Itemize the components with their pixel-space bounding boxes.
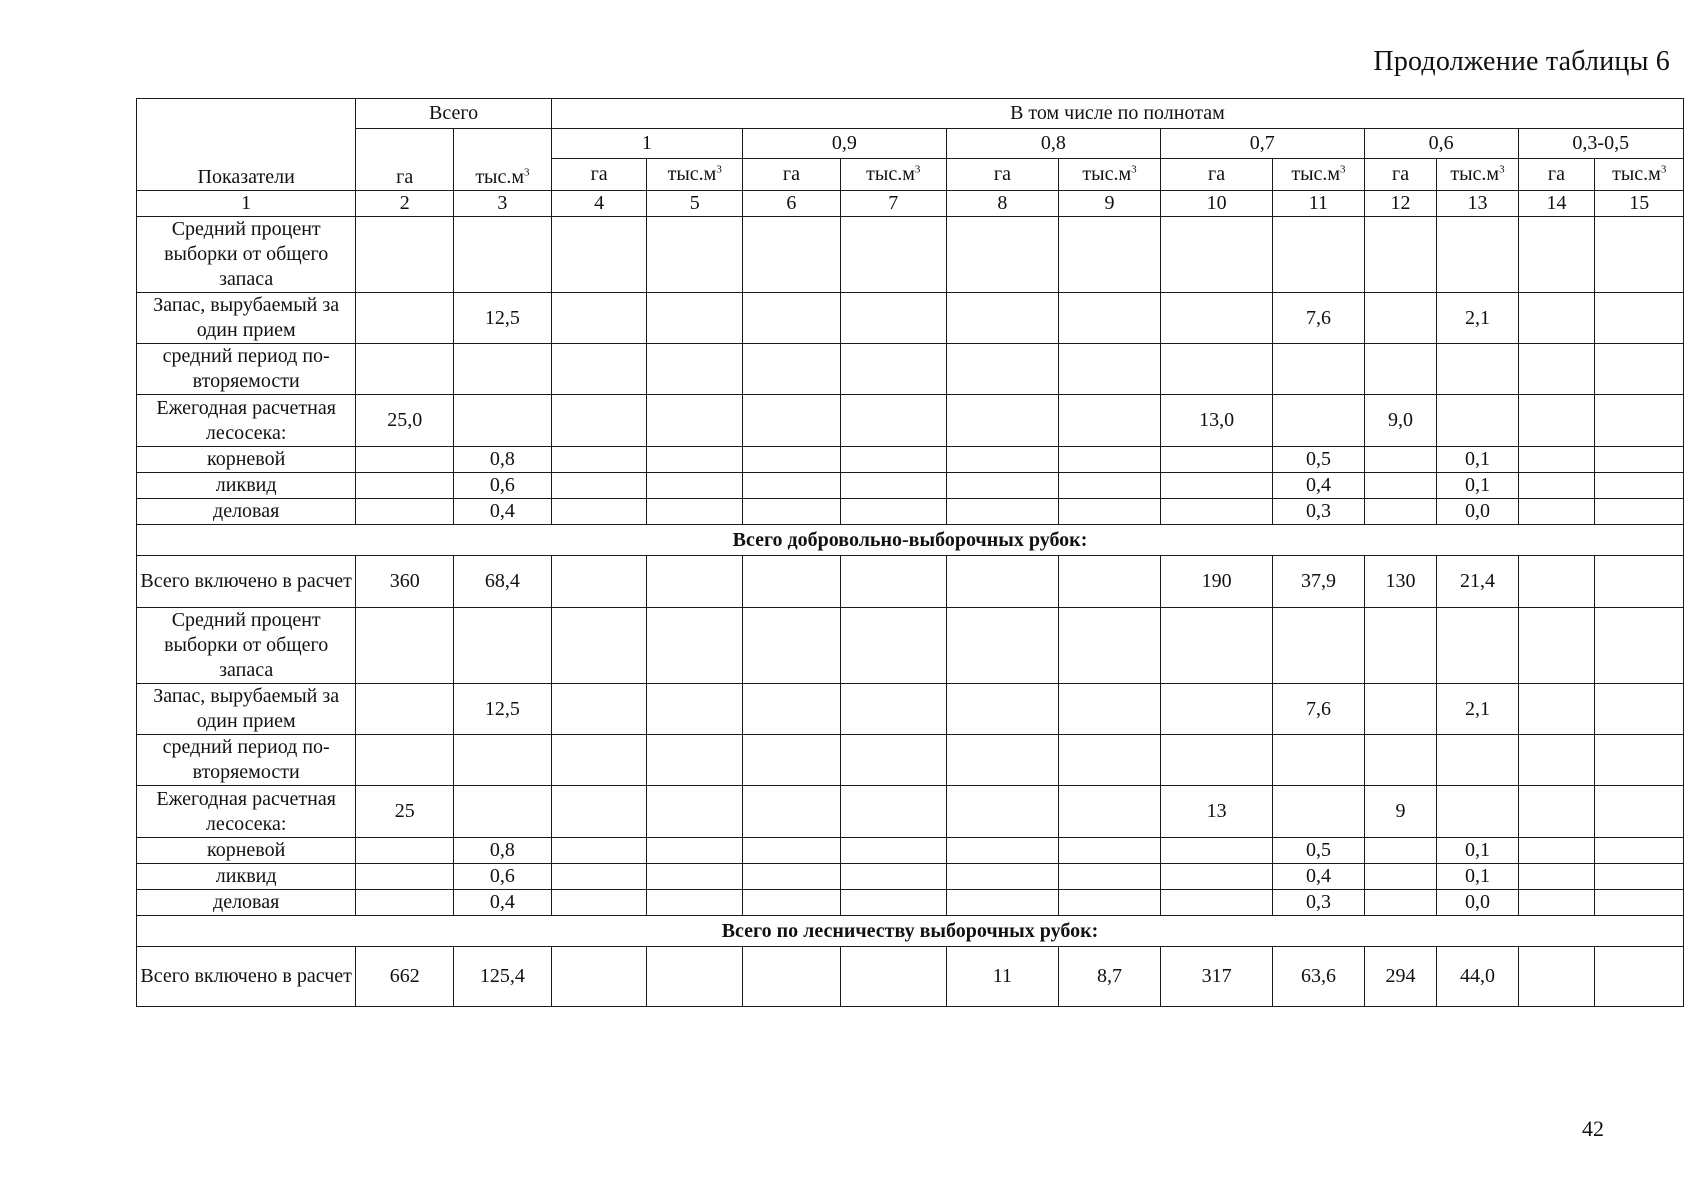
unit-ha-header: га [946, 159, 1058, 191]
table-cell [1595, 608, 1684, 684]
table-cell [1364, 864, 1437, 890]
table-cell [840, 447, 946, 473]
table-cell [840, 217, 946, 293]
table-cell: 13,0 [1160, 395, 1272, 447]
table-cell [1059, 447, 1161, 473]
table-cell: 2,1 [1437, 684, 1518, 735]
row-label: Средний процент выборки от общего запаса [137, 608, 356, 684]
table-row [137, 395, 1684, 447]
table-cell [1518, 864, 1595, 890]
table-cell [743, 344, 841, 395]
total-header: Всего [356, 99, 551, 129]
table-row [137, 293, 1684, 344]
table-cell [356, 864, 454, 890]
table-row [137, 608, 1684, 684]
column-number: 2 [356, 191, 454, 217]
table-cell [551, 786, 647, 838]
table-cell: 0,1 [1437, 838, 1518, 864]
table-cell [454, 735, 552, 786]
table-cell [743, 473, 841, 499]
table-cell: 0,4 [1273, 473, 1364, 499]
table-cell [1059, 293, 1161, 344]
table-cell [1364, 499, 1437, 525]
table-cell [551, 217, 647, 293]
column-number: 8 [946, 191, 1058, 217]
table-cell [1059, 735, 1161, 786]
table-cell [743, 556, 841, 608]
row-label: деловая [137, 499, 356, 525]
table-cell [1059, 395, 1161, 447]
table-cell [1518, 217, 1595, 293]
table-cell: 12,5 [454, 293, 552, 344]
table-cell [840, 473, 946, 499]
table-cell [946, 735, 1058, 786]
row-label: Всего включено в расчет [137, 947, 356, 1007]
column-number: 6 [743, 191, 841, 217]
table-cell [840, 608, 946, 684]
table-cell [356, 473, 454, 499]
table-cell [1059, 344, 1161, 395]
table-row [137, 556, 1684, 608]
table-cell [356, 447, 454, 473]
table-cell [743, 684, 841, 735]
table-cell: 25,0 [356, 395, 454, 447]
table-cell: 12,5 [454, 684, 552, 735]
table-cell [1437, 217, 1518, 293]
table-cell [1518, 890, 1595, 916]
table-cell [946, 890, 1058, 916]
row-label: корневой [137, 447, 356, 473]
density-header: 0,3-0,5 [1518, 129, 1683, 159]
table-row [137, 447, 1684, 473]
table-cell [551, 947, 647, 1007]
table-cell [647, 344, 743, 395]
table-cell [1595, 499, 1684, 525]
unit-ha-header: га [743, 159, 841, 191]
table-cell [946, 864, 1058, 890]
table-cell: 190 [1160, 556, 1272, 608]
row-label: средний период по-вторяемости [137, 735, 356, 786]
table-cell [551, 447, 647, 473]
table-cell [647, 786, 743, 838]
table-cell [1059, 556, 1161, 608]
table-cell [840, 395, 946, 447]
density-header: 0,6 [1364, 129, 1518, 159]
table-cell [1518, 947, 1595, 1007]
table-cell: 0,1 [1437, 864, 1518, 890]
table-cell [647, 395, 743, 447]
column-number: 9 [1059, 191, 1161, 217]
table-cell [946, 499, 1058, 525]
table-row [137, 499, 1684, 525]
table-cell: 0,3 [1273, 499, 1364, 525]
table-row [137, 217, 1684, 293]
table-cell: 13 [1160, 786, 1272, 838]
table-cell [1595, 556, 1684, 608]
table-cell [1059, 684, 1161, 735]
table-cell [1160, 890, 1272, 916]
table-cell [1059, 890, 1161, 916]
table-cell [946, 217, 1058, 293]
table-cell: 0,4 [454, 890, 552, 916]
table-cell [551, 556, 647, 608]
table-cell [1364, 473, 1437, 499]
table-cell: 0,1 [1437, 447, 1518, 473]
table-cell [1364, 838, 1437, 864]
column-number: 3 [454, 191, 552, 217]
table-cell [1437, 395, 1518, 447]
density-header: 0,9 [743, 129, 947, 159]
table-cell [1059, 864, 1161, 890]
table-cell: 125,4 [454, 947, 552, 1007]
table-cell [356, 217, 454, 293]
table-cell: 11 [946, 947, 1058, 1007]
table-cell [647, 947, 743, 1007]
table-row [137, 344, 1684, 395]
table-cell [840, 786, 946, 838]
table-cell [1595, 217, 1684, 293]
table-cell [1518, 293, 1595, 344]
column-number: 14 [1518, 191, 1595, 217]
table-cell [1595, 890, 1684, 916]
unit-vol-header: $тыс.м^3$ [1059, 159, 1161, 191]
table-cell [1273, 344, 1364, 395]
table-cell [743, 447, 841, 473]
row-label: Запас, вырубаемый за один прием [137, 293, 356, 344]
table-cell [1518, 447, 1595, 473]
table-cell [1595, 838, 1684, 864]
table-cell: 44,0 [1437, 947, 1518, 1007]
row-label: корневой [137, 838, 356, 864]
table-cell [1160, 447, 1272, 473]
table-cell: 7,6 [1273, 684, 1364, 735]
table-cell [1595, 395, 1684, 447]
table-cell: 68,4 [454, 556, 552, 608]
column-number: 7 [840, 191, 946, 217]
table-cell: 0,6 [454, 864, 552, 890]
table-cell [1059, 473, 1161, 499]
table-cell [647, 447, 743, 473]
table-cell [743, 293, 841, 344]
column-number: 10 [1160, 191, 1272, 217]
table-cell [551, 838, 647, 864]
table-cell [1160, 344, 1272, 395]
table-cell [1364, 890, 1437, 916]
table-cell [551, 684, 647, 735]
table-cell [1160, 217, 1272, 293]
table-cell [454, 786, 552, 838]
section-title-voluntary-selective: Всего добровольно-выборочных рубок: [137, 525, 1684, 556]
table-cell [946, 786, 1058, 838]
table-cell: 9 [1364, 786, 1437, 838]
density-header: 0,8 [946, 129, 1160, 159]
column-number: 12 [1364, 191, 1437, 217]
table-cell [743, 735, 841, 786]
table-cell: 0,5 [1273, 447, 1364, 473]
table-cell [647, 473, 743, 499]
table-cell [1595, 473, 1684, 499]
row-label: Ежегодная расчетная лесосека: [137, 395, 356, 447]
total-vol-header: $тыс.м^3$ [454, 129, 552, 191]
table-cell [743, 395, 841, 447]
table-cell [1059, 838, 1161, 864]
table-cell [1595, 344, 1684, 395]
table-cell [1518, 344, 1595, 395]
table-cell [743, 947, 841, 1007]
table-cell [1273, 395, 1364, 447]
table-cell [1160, 864, 1272, 890]
table-cell [356, 293, 454, 344]
table-cell [1160, 735, 1272, 786]
table-cell: 294 [1364, 947, 1437, 1007]
by-density-header: В том числе по полнотам [551, 99, 1683, 129]
table-cell [356, 608, 454, 684]
row-label: Средний процент выборки от общего запаса [137, 217, 356, 293]
table-cell [551, 608, 647, 684]
indicators-header: Показатели [137, 99, 356, 191]
table-cell [647, 890, 743, 916]
table-cell: 0,5 [1273, 838, 1364, 864]
table-cell [647, 608, 743, 684]
table-cell [1595, 684, 1684, 735]
table-cell: 8,7 [1059, 947, 1161, 1007]
table-cell [1364, 293, 1437, 344]
page-number: 42 [1582, 1116, 1604, 1141]
table-cell: 0,3 [1273, 890, 1364, 916]
column-number: 1 [137, 191, 356, 217]
table-cell [840, 293, 946, 344]
table-cell [551, 395, 647, 447]
table-cell [743, 890, 841, 916]
table-cell [840, 344, 946, 395]
table-cell: 360 [356, 556, 454, 608]
table-cell: 2,1 [1437, 293, 1518, 344]
table-cell [840, 864, 946, 890]
table-cell: 7,6 [1273, 293, 1364, 344]
table-cell: 9,0 [1364, 395, 1437, 447]
table-cell [946, 838, 1058, 864]
table-cell [743, 838, 841, 864]
table-cell [946, 473, 1058, 499]
table-cell: 37,9 [1273, 556, 1364, 608]
table-cell [946, 344, 1058, 395]
table-cell [551, 499, 647, 525]
table-cell [1595, 447, 1684, 473]
row-label: деловая [137, 890, 356, 916]
section-title-forestry-selective: Всего по лесничеству выборочных рубок: [137, 916, 1684, 947]
table-cell [1160, 684, 1272, 735]
table-row [137, 864, 1684, 890]
table-cell [1595, 786, 1684, 838]
table-row [137, 838, 1684, 864]
table-cell: 662 [356, 947, 454, 1007]
table-cell [840, 556, 946, 608]
total-ha-header: га [356, 129, 454, 191]
table-cell [1518, 395, 1595, 447]
unit-vol-header: $тыс.м^3$ [1595, 159, 1684, 191]
unit-vol-header: $тыс.м^3$ [1273, 159, 1364, 191]
table-cell: 63,6 [1273, 947, 1364, 1007]
table-cell: 130 [1364, 556, 1437, 608]
table-row [137, 735, 1684, 786]
table-cell [647, 217, 743, 293]
table-cell [454, 395, 552, 447]
table-cell [356, 838, 454, 864]
table-cell [1364, 684, 1437, 735]
table-cell [647, 864, 743, 890]
row-label: Ежегодная расчетная лесосека: [137, 786, 356, 838]
table-cell [1518, 838, 1595, 864]
table-cell [551, 344, 647, 395]
table-cell [1518, 499, 1595, 525]
table-cell [454, 608, 552, 684]
table-caption: Продолжение таблицы 6 [1373, 46, 1670, 77]
row-label: ликвид [137, 864, 356, 890]
table-cell [1273, 786, 1364, 838]
forest-table [136, 98, 1684, 1007]
table-cell [1364, 344, 1437, 395]
table-cell [946, 395, 1058, 447]
table-cell [1273, 608, 1364, 684]
table-cell [1160, 473, 1272, 499]
table-cell [1364, 447, 1437, 473]
unit-ha-header: га [1364, 159, 1437, 191]
table-cell [1595, 293, 1684, 344]
unit-vol-header: $тыс.м^3$ [1437, 159, 1518, 191]
table-cell [743, 864, 841, 890]
table-cell [946, 447, 1058, 473]
table-cell [1518, 473, 1595, 499]
table-row [137, 786, 1684, 838]
table-cell: 0,4 [454, 499, 552, 525]
table-cell [1437, 344, 1518, 395]
table-row [137, 890, 1684, 916]
table-cell [946, 608, 1058, 684]
table-cell [1160, 608, 1272, 684]
table-cell [743, 608, 841, 684]
table-cell [1059, 786, 1161, 838]
row-label: Всего включено в расчет [137, 556, 356, 608]
table-cell [551, 293, 647, 344]
table-cell [1160, 293, 1272, 344]
table-cell [946, 293, 1058, 344]
table-cell [1437, 786, 1518, 838]
table-cell: 0,4 [1273, 864, 1364, 890]
table-cell [1518, 556, 1595, 608]
table-cell [1518, 786, 1595, 838]
table-cell: 317 [1160, 947, 1272, 1007]
table-cell [647, 684, 743, 735]
unit-vol-header: $тыс.м^3$ [647, 159, 743, 191]
table-cell [1059, 608, 1161, 684]
table-cell [356, 684, 454, 735]
unit-vol-header: $тыс.м^3$ [840, 159, 946, 191]
row-label: Запас, вырубаемый за один прием [137, 684, 356, 735]
table-cell [1273, 735, 1364, 786]
table-cell [1059, 499, 1161, 525]
table-cell [1437, 735, 1518, 786]
table-cell [1518, 608, 1595, 684]
table-cell [454, 344, 552, 395]
column-number: 15 [1595, 191, 1684, 217]
table-cell [356, 735, 454, 786]
row-label: средний период по-вторяемости [137, 344, 356, 395]
column-number: 4 [551, 191, 647, 217]
table-cell [1437, 608, 1518, 684]
table-cell: 0,8 [454, 447, 552, 473]
column-number: 13 [1437, 191, 1518, 217]
table-row [137, 473, 1684, 499]
table-cell: 0,0 [1437, 499, 1518, 525]
table-cell [647, 556, 743, 608]
table-cell [1595, 735, 1684, 786]
table-row [137, 684, 1684, 735]
table-cell [840, 890, 946, 916]
table-cell [1364, 608, 1437, 684]
table-cell [647, 499, 743, 525]
density-header: 1 [551, 129, 742, 159]
table-cell [840, 838, 946, 864]
table-cell [743, 499, 841, 525]
table-cell [551, 890, 647, 916]
table-cell: 0,8 [454, 838, 552, 864]
table-cell [840, 947, 946, 1007]
unit-ha-header: га [551, 159, 647, 191]
table-cell [551, 864, 647, 890]
table-cell: 21,4 [1437, 556, 1518, 608]
table-cell [1595, 864, 1684, 890]
table-cell [1518, 684, 1595, 735]
table-cell [1273, 217, 1364, 293]
table-cell [1160, 499, 1272, 525]
column-number: 11 [1273, 191, 1364, 217]
table-cell [1364, 217, 1437, 293]
unit-ha-header: га [1518, 159, 1595, 191]
unit-ha-header: га [1160, 159, 1272, 191]
table-cell [840, 684, 946, 735]
table-cell [647, 735, 743, 786]
table-cell [1364, 735, 1437, 786]
table-cell [946, 684, 1058, 735]
table-cell [840, 499, 946, 525]
table-cell: 0,1 [1437, 473, 1518, 499]
table-cell [551, 473, 647, 499]
table-cell [356, 499, 454, 525]
table-cell [1518, 735, 1595, 786]
table-cell [1160, 838, 1272, 864]
table-cell: 0,0 [1437, 890, 1518, 916]
table-cell [946, 556, 1058, 608]
table-cell [743, 786, 841, 838]
table-cell [1595, 947, 1684, 1007]
density-header: 0,7 [1160, 129, 1364, 159]
column-number: 5 [647, 191, 743, 217]
table-cell [1059, 217, 1161, 293]
row-label: ликвид [137, 473, 356, 499]
table-cell [647, 293, 743, 344]
table-cell [356, 890, 454, 916]
table-cell [647, 838, 743, 864]
table-cell: 25 [356, 786, 454, 838]
table-cell [454, 217, 552, 293]
table-cell [551, 735, 647, 786]
table-cell: 0,6 [454, 473, 552, 499]
table-cell [743, 217, 841, 293]
table-cell [840, 735, 946, 786]
table-row [137, 947, 1684, 1007]
table-cell [356, 344, 454, 395]
